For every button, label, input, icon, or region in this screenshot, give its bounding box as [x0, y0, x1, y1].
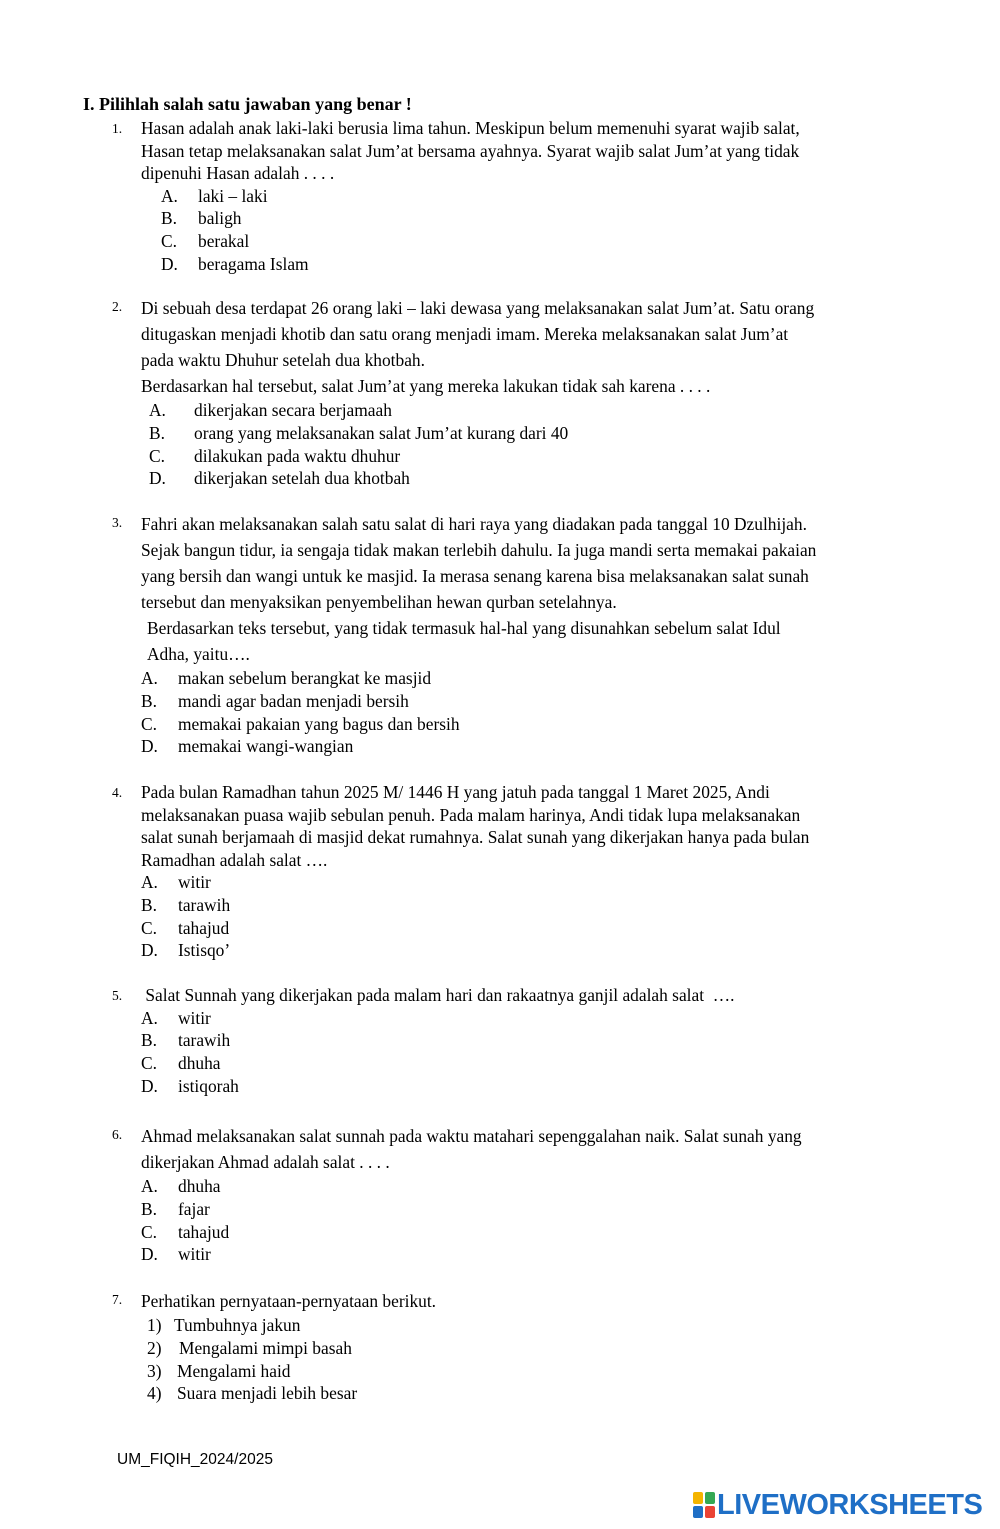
answer-option-c[interactable] — [149, 445, 908, 468]
statement-text: Mengalami haid — [177, 1360, 291, 1381]
statement-item — [147, 1382, 908, 1405]
answer-option-a[interactable] — [141, 1175, 908, 1198]
answer-option-c[interactable] — [141, 917, 908, 940]
answer-options — [161, 185, 908, 276]
option-text: dilakukan pada waktu dhuhur — [194, 445, 401, 466]
question-line: melaksanakan puasa wajib sebulan penuh. Pada malam harinya, Andi tidak lupa melaksanakan — [141, 804, 801, 825]
statement-item — [147, 1337, 908, 1360]
question-line: tersebut dan menyaksikan penyembelihan hewan qurban setelahnya. — [141, 592, 617, 612]
question-line: Adha, yaitu…. — [147, 644, 250, 664]
statement-number: 2) — [147, 1337, 162, 1358]
option-text: witir — [178, 1244, 211, 1265]
option-letter: C. — [141, 917, 157, 938]
answer-option-a[interactable] — [141, 1007, 908, 1030]
option-letter: D. — [141, 1075, 158, 1096]
option-text: mandi agar badan menjadi bersih — [178, 690, 409, 711]
option-text: dikerjakan setelah dua khotbah — [194, 468, 410, 489]
question-7 — [112, 1288, 908, 1405]
answer-option-d[interactable] — [141, 735, 908, 758]
question-line: Berdasarkan hal tersebut, salat Jum’at yang mereka lakukan tidak sah karena . . . . — [141, 376, 711, 396]
option-text: memakai pakaian yang bagus dan bersih — [178, 713, 460, 734]
question-text — [141, 511, 908, 667]
question-2 — [112, 295, 908, 490]
liveworksheets-logo-icon — [693, 1492, 715, 1518]
answer-option-d[interactable] — [149, 467, 908, 490]
question-line: Berdasarkan teks tersebut, yang tidak termasuk hal-hal yang disunahkan sebelum salat Idul — [147, 618, 781, 638]
option-letter: D. — [141, 736, 158, 757]
question-line: Hasan adalah anak laki-laki berusia lima tahun. Meskipun belum memenuhi syarat wajib salat, — [141, 118, 800, 138]
answer-option-a[interactable] — [149, 399, 908, 422]
option-text: tahajud — [178, 1221, 230, 1242]
option-letter: A. — [141, 668, 158, 688]
option-letter: A. — [141, 872, 158, 892]
question-line: Perhatikan pernyataan-pernyataan berikut. — [141, 1291, 437, 1311]
option-text: laki – laki — [198, 185, 268, 206]
answer-option-b[interactable] — [141, 894, 908, 917]
answer-options — [141, 1175, 908, 1266]
statement-text: Tumbuhnya jakun — [174, 1315, 301, 1335]
question-line: dikerjakan Ahmad adalah salat . . . . — [141, 1152, 390, 1172]
answer-option-a[interactable] — [141, 871, 908, 894]
question-number: 7. — [112, 1292, 123, 1307]
liveworksheets-brand[interactable] — [693, 1488, 982, 1522]
option-letter: B. — [149, 422, 165, 443]
question-line: Di sebuah desa terdapat 26 orang laki – laki dewasa yang melaksanakan salat Jum’at. Satu orang — [141, 298, 815, 318]
option-text: baligh — [198, 208, 242, 229]
option-letter: A. — [141, 1007, 158, 1028]
option-letter: C. — [149, 445, 165, 466]
answer-options — [141, 667, 908, 758]
answer-option-b[interactable] — [149, 422, 908, 445]
option-letter: B. — [141, 1198, 157, 1219]
question-number: 4. — [112, 785, 123, 800]
question-line: Ahmad melaksanakan salat sunnah pada waktu matahari sepenggalahan naik. Salat sunah yang — [141, 1126, 802, 1146]
question-number: 1. — [112, 121, 123, 136]
option-text: memakai wangi-wangian — [178, 736, 354, 757]
answer-option-c[interactable] — [141, 1221, 908, 1244]
answer-option-c[interactable] — [161, 230, 908, 253]
option-letter: C. — [161, 231, 177, 252]
question-number: 2. — [112, 299, 123, 314]
question-line: pada waktu Dhuhur setelah dua khotbah. — [141, 350, 425, 370]
question-line: Salat Sunnah yang dikerjakan pada malam hari dan rakaatnya ganjil adalah salat …. — [141, 985, 735, 1005]
answer-option-c[interactable] — [141, 1052, 908, 1075]
statement-item — [147, 1360, 908, 1383]
statement-item — [147, 1314, 908, 1337]
question-number: 6. — [112, 1127, 123, 1142]
answer-option-c[interactable] — [141, 713, 908, 736]
option-letter: A. — [149, 400, 166, 420]
option-letter: C. — [141, 1053, 157, 1074]
option-text: berakal — [198, 231, 250, 252]
question-text — [141, 1288, 908, 1314]
option-letter: A. — [161, 185, 178, 206]
option-text: makan sebelum berangkat ke masjid — [178, 668, 432, 688]
question-line: Hasan tetap melaksanakan salat Jum’at bersama ayahnya. Syarat wajib salat Jum’at yang tidak — [141, 140, 800, 161]
option-text: Istisqo’ — [178, 940, 231, 961]
option-letter: C. — [141, 1221, 157, 1242]
option-letter: D. — [141, 940, 158, 961]
answer-option-a[interactable] — [141, 667, 908, 690]
logo-square — [693, 1506, 703, 1518]
question-line: yang bersih dan wangi untuk ke masjid. Ia merasa senang karena bisa melaksanakan salat sunah — [141, 566, 809, 586]
statement-number: 1) — [147, 1315, 162, 1335]
question-line: ditugaskan menjadi khotib dan satu orang menjadi imam. Mereka melaksanakan salat Jum’at — [141, 324, 789, 344]
question-line: dipenuhi Hasan adalah . . . . — [141, 163, 335, 183]
option-text: beragama Islam — [198, 253, 309, 274]
question-text — [141, 1123, 908, 1175]
question-4 — [112, 781, 908, 962]
statement-text: Suara menjadi lebih besar — [177, 1383, 358, 1404]
question-line: Pada bulan Ramadhan tahun 2025 M/ 1446 H yang jatuh pada tanggal 1 Maret 2025, Andi — [141, 782, 770, 802]
statement-text: Mengalami mimpi basah — [179, 1337, 352, 1358]
question-line: salat sunah berjamaah di masjid dekat rumahnya. Salat sunah yang dikerjakan hanya pada bulan — [141, 827, 810, 847]
option-text: tahajud — [178, 917, 230, 938]
answer-option-d[interactable] — [141, 939, 908, 962]
answer-options — [141, 871, 908, 962]
question-number: 5. — [112, 988, 123, 1003]
answer-option-b[interactable] — [141, 690, 908, 713]
answer-option-b[interactable] — [141, 1029, 908, 1052]
question-text — [141, 295, 908, 399]
question-line: Ramadhan adalah salat …. — [141, 849, 328, 870]
statement-number: 3) — [147, 1360, 162, 1381]
option-text: orang yang melaksanakan salat Jum’at kurang dari 40 — [194, 422, 569, 443]
statement-number: 4) — [147, 1383, 162, 1404]
question-text — [141, 984, 908, 1007]
brand-name: LIVEWORKSHEETS — [717, 1488, 983, 1521]
option-letter: B. — [161, 208, 177, 229]
section-heading: I. Pilihlah salah satu jawaban yang benar ! — [83, 94, 412, 114]
option-letter: A. — [141, 1176, 158, 1196]
option-text: istiqorah — [178, 1075, 239, 1096]
option-letter: D. — [149, 468, 166, 489]
question-1 — [112, 117, 908, 276]
logo-square — [705, 1506, 715, 1518]
option-text: tarawih — [178, 894, 231, 915]
question-text — [141, 781, 908, 871]
question-text — [141, 117, 908, 185]
option-letter: C. — [141, 713, 157, 734]
option-letter: B. — [141, 1030, 157, 1051]
logo-square — [705, 1492, 715, 1504]
option-letter: D. — [141, 1244, 158, 1265]
question-line: Fahri akan melaksanakan salah satu salat di hari raya yang diadakan pada tanggal 10 Dzulhijah. — [141, 514, 807, 534]
question-6 — [112, 1123, 908, 1266]
answer-options — [141, 1007, 908, 1098]
option-text: dhuha — [178, 1176, 221, 1196]
question-3 — [112, 511, 908, 758]
option-text: dhuha — [178, 1053, 221, 1074]
logo-square — [693, 1492, 703, 1504]
answer-option-d[interactable] — [161, 253, 908, 276]
option-text: dikerjakan secara berjamaah — [194, 400, 392, 420]
option-text: witir — [178, 1007, 211, 1028]
option-text: tarawih — [178, 1030, 231, 1051]
answer-option-d[interactable] — [141, 1243, 908, 1266]
option-letter: B. — [141, 894, 157, 915]
question-number: 3. — [112, 515, 123, 530]
answer-option-a[interactable] — [161, 185, 908, 208]
statement-list — [147, 1314, 908, 1405]
document-footer: UM_FIQIH_2024/2025 — [117, 1451, 273, 1468]
answer-option-b[interactable] — [161, 207, 908, 230]
option-letter: B. — [141, 690, 157, 711]
question-5 — [112, 984, 908, 1098]
answer-option-d[interactable] — [141, 1075, 908, 1098]
answer-option-b[interactable] — [141, 1198, 908, 1221]
answer-options — [149, 399, 908, 490]
option-text: witir — [178, 872, 211, 892]
option-text: fajar — [178, 1198, 210, 1219]
question-line: Sejak bangun tidur, ia sengaja tidak makan terlebih dahulu. Ia juga mandi serta memakai pakaian — [141, 540, 817, 560]
option-letter: D. — [161, 253, 178, 274]
